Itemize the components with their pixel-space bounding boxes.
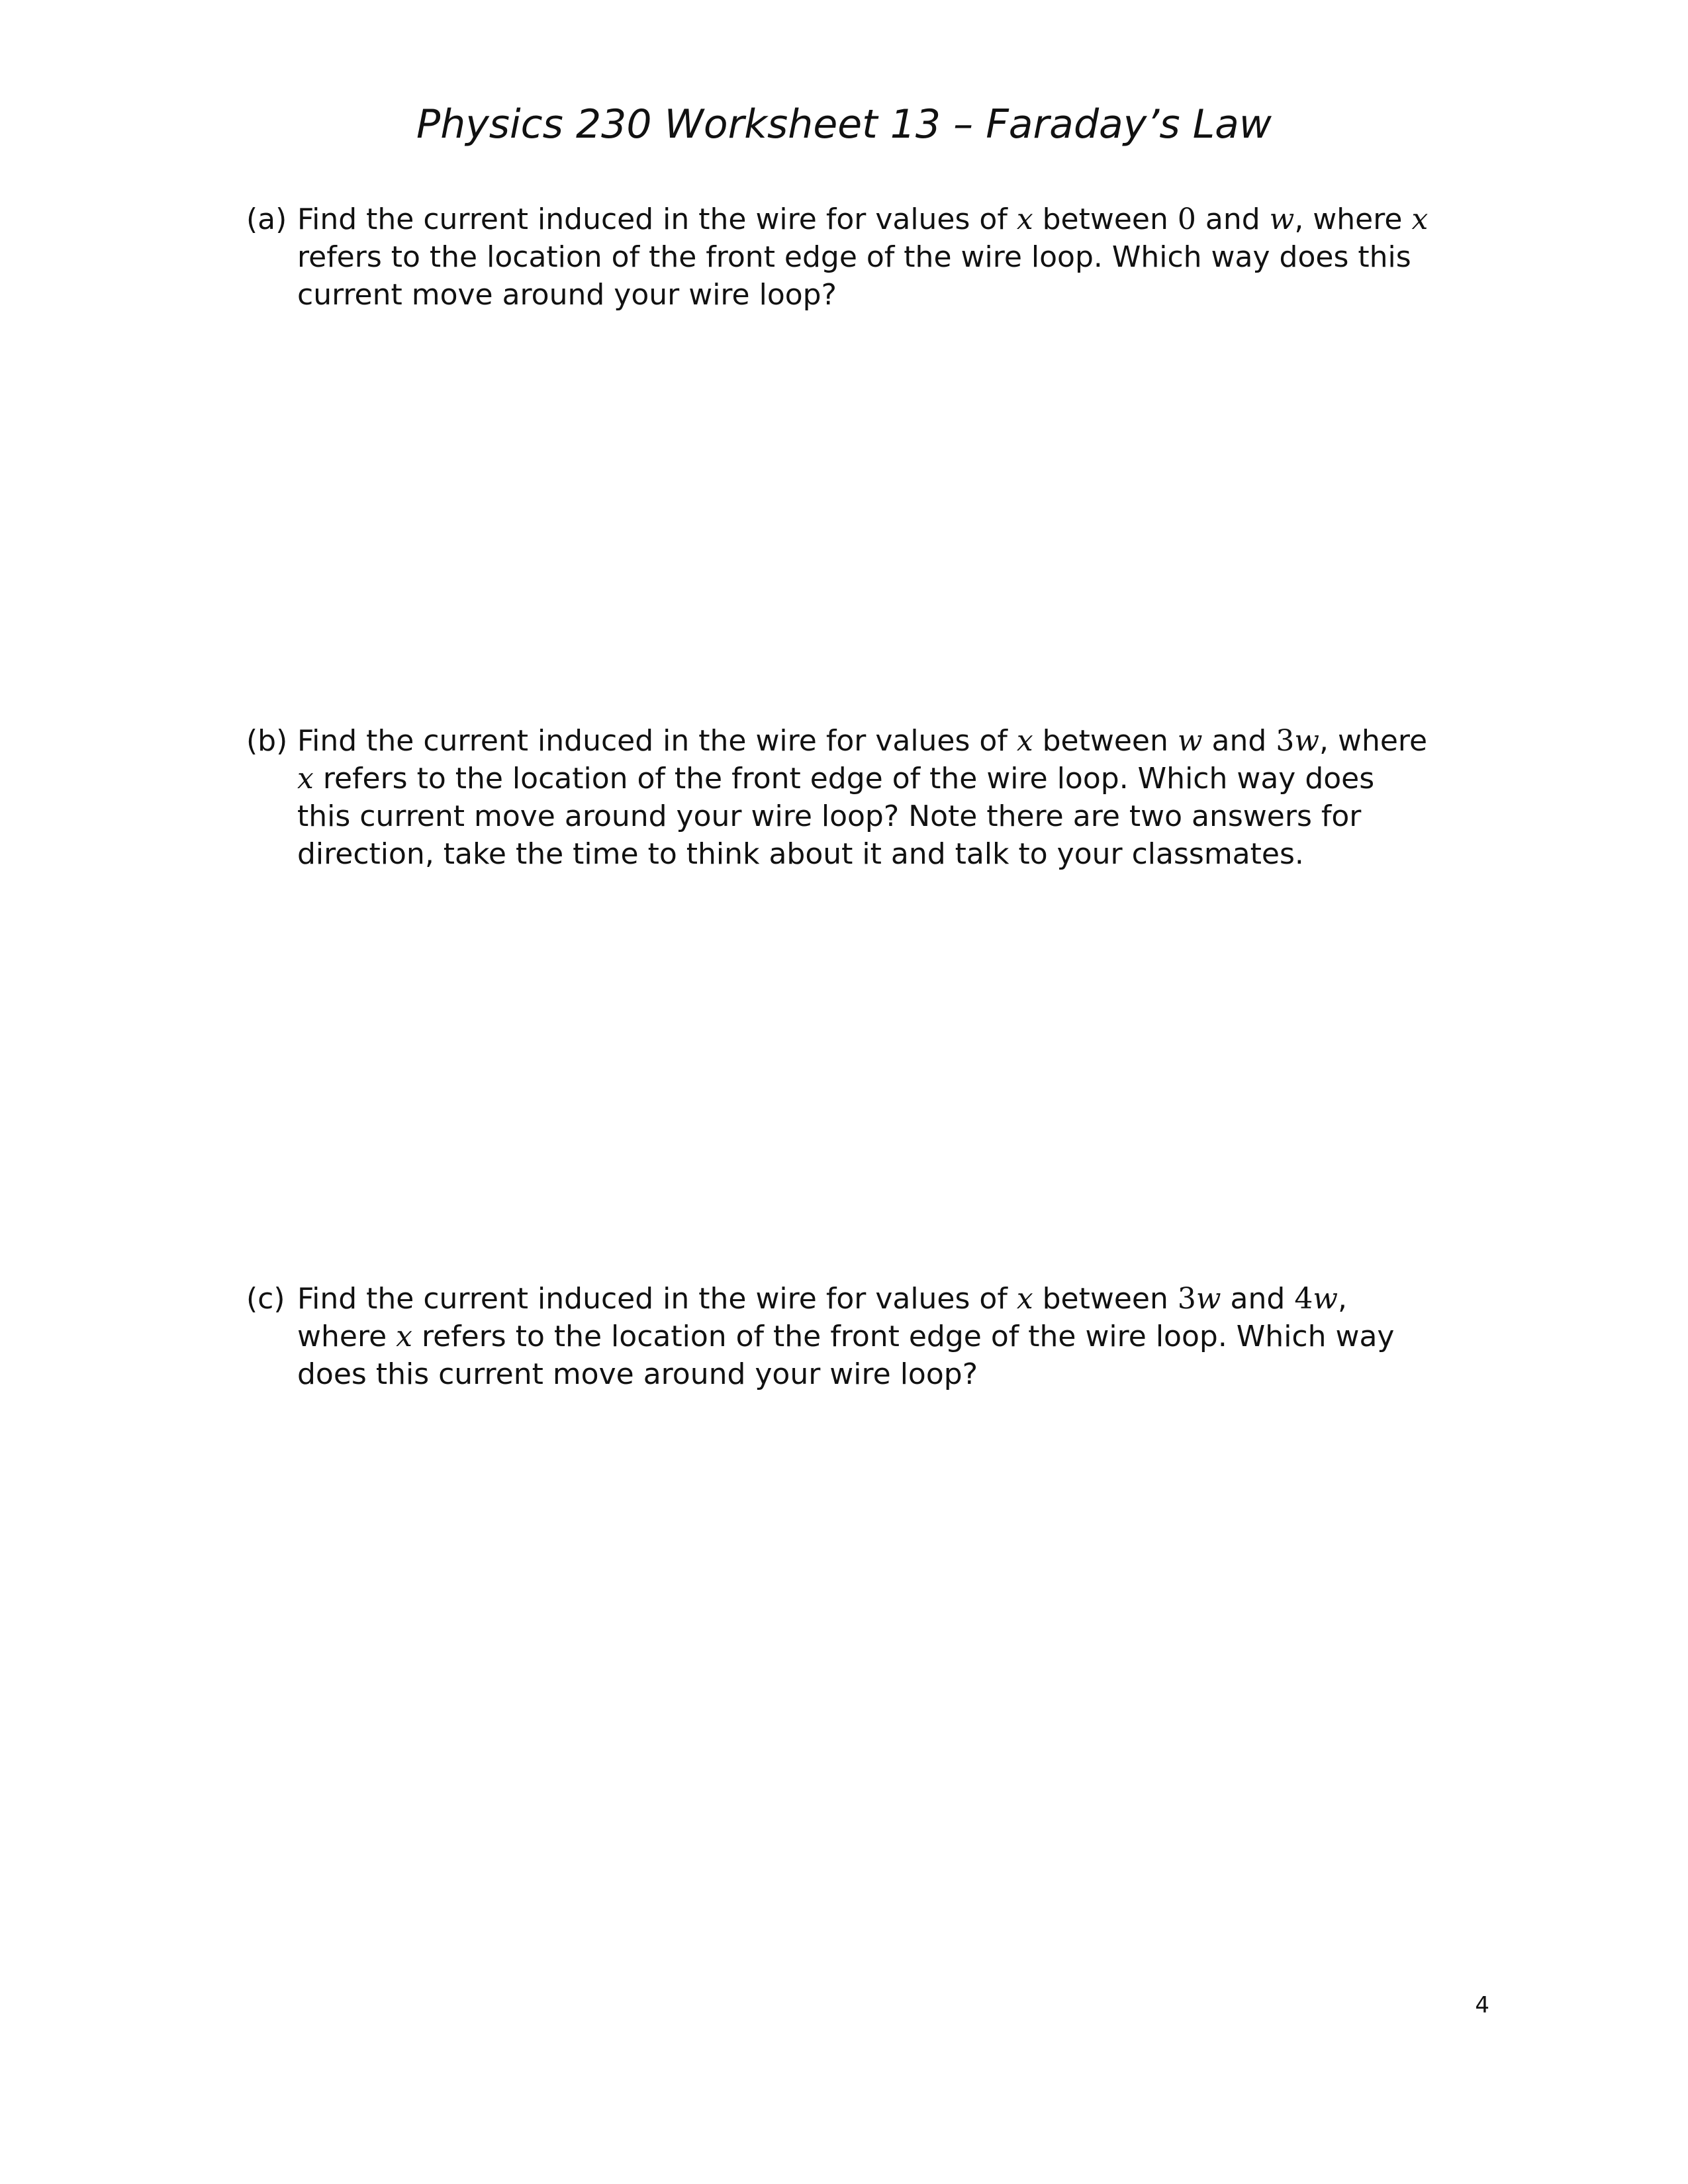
math-variable: w [1196, 1282, 1221, 1316]
text-run: , [1338, 1282, 1347, 1316]
text-run: between [1033, 724, 1178, 758]
text-run: Find the current induced in the wire for values of [297, 724, 1017, 758]
math-variable: w [1177, 724, 1203, 758]
math-number: 4 [1294, 1282, 1313, 1316]
math-variable: x [297, 762, 314, 796]
math-variable: x [1016, 1282, 1033, 1316]
question-line: current move around your wire loop? [297, 278, 837, 312]
question-line [297, 1280, 1347, 1318]
math-number: 0 [1177, 203, 1196, 236]
math-variable: x [1016, 203, 1033, 236]
text-run: between [1033, 1282, 1178, 1316]
math-variable: w [1269, 203, 1295, 236]
question-line [297, 201, 1428, 238]
math-number: 3 [1276, 724, 1295, 758]
page-number: 4 [1475, 1992, 1489, 2019]
math-number: 3 [1177, 1282, 1196, 1316]
math-variable: x [1411, 203, 1429, 236]
math-variable: x [396, 1320, 412, 1353]
text-run: where [297, 1320, 397, 1353]
math-variable: w [1294, 724, 1319, 758]
question-label: (b) [246, 724, 288, 758]
question-line [297, 722, 1427, 760]
question-line: refers to the location of the front edge of the wire loop. Which way does this [297, 240, 1411, 274]
text-run: and [1202, 724, 1276, 758]
question-line: direction, take the time to think about it and talk to your classmates. [297, 837, 1304, 871]
math-variable: x [1016, 724, 1033, 758]
text-run: between [1033, 203, 1178, 236]
text-run: refers to the location of the front edge of the wire loop. Which way does [313, 762, 1375, 796]
text-run: , where [1294, 203, 1412, 236]
text-run: and [1196, 203, 1270, 236]
question-line [297, 1318, 1394, 1355]
text-run: Find the current induced in the wire for values of [297, 203, 1017, 236]
text-run: Find the current induced in the wire for values of [297, 1282, 1017, 1316]
question-label: (c) [246, 1282, 285, 1316]
text-run: , where [1319, 724, 1428, 758]
question-line: does this current move around your wire loop? [297, 1357, 978, 1391]
question-label: (a) [246, 203, 287, 236]
question-line: this current move around your wire loop? Note there are two answers for [297, 799, 1362, 833]
text-run: refers to the location of the front edge of the wire loop. Which way [412, 1320, 1395, 1353]
math-variable: w [1313, 1282, 1338, 1316]
page-title: Physics 230 Worksheet 13 – Faraday’s Law [416, 101, 1272, 148]
question-line [297, 760, 1374, 797]
text-run: and [1221, 1282, 1295, 1316]
